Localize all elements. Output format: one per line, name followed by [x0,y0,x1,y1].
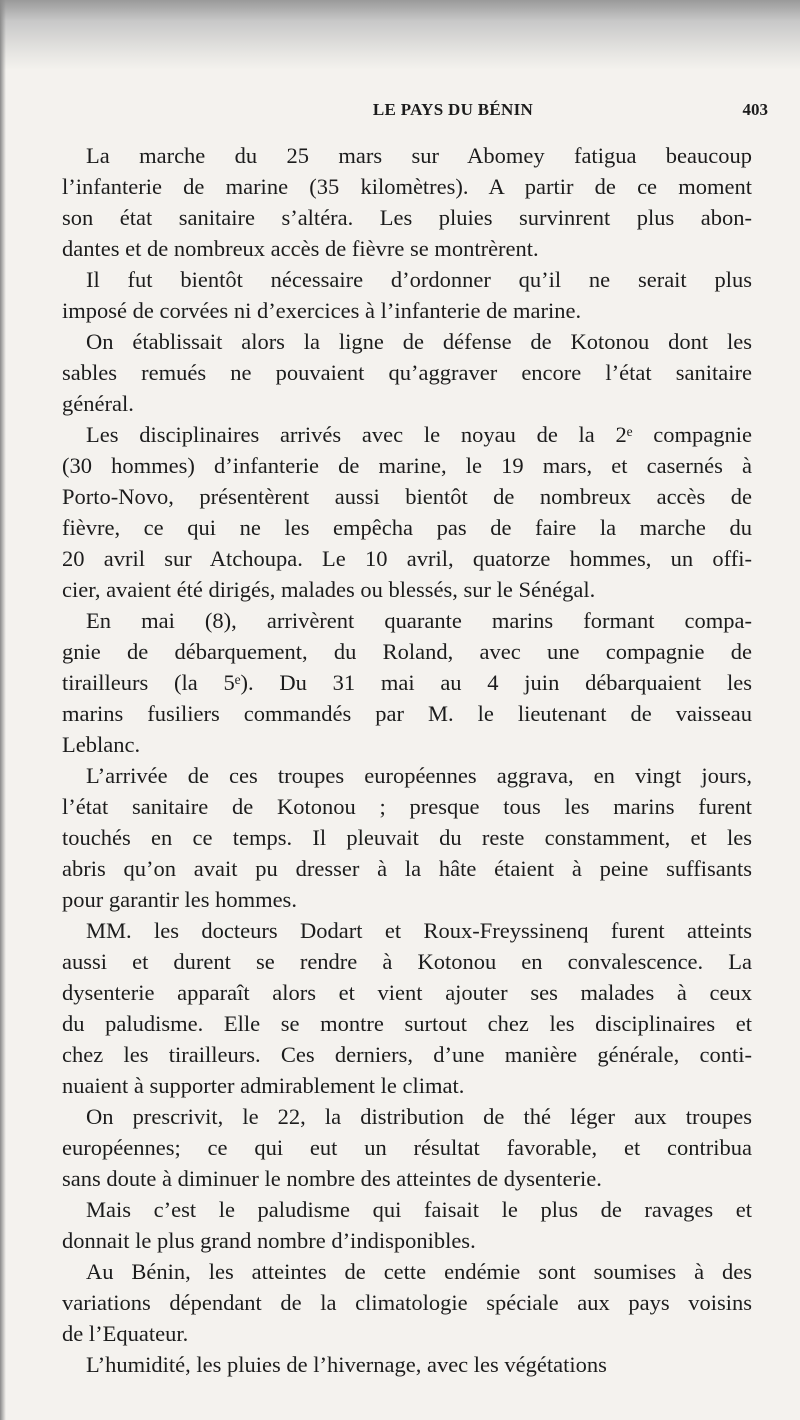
text-line: Mais c’est le paludisme qui faisait le plus de ravages et [86,1197,752,1222]
text-line: dysenterie apparaît alors et vient ajouter ses malades à ceux [62,980,752,1005]
paragraph [62,1256,752,1349]
paragraph [62,1101,752,1194]
page-top-shadow [0,0,800,70]
text-line: gnie de débarquement, du Roland, avec une compagnie de [62,639,752,664]
text-line: (30 hommes) d’infanterie de marine, le 19 mars, et casernés à [62,453,752,478]
text-line: son état sanitaire s’altéra. Les pluies survinrent plus abon- [62,205,752,230]
text-line: On établissait alors la ligne de défense de Kotonou dont les [86,329,752,354]
text-line: donnait le plus grand nombre d’indisponibles. [62,1228,476,1253]
text-line: Au Bénin, les atteintes de cette endémie sont soumises à des [86,1259,752,1284]
paragraph [62,605,752,760]
paragraph [62,1349,752,1380]
text-line: l’infanterie de marine (35 kilomètres). A partir de ce moment [62,174,752,199]
page-left-edge [0,0,6,1420]
text-line: En mai (8), arrivèrent quarante marins formant compa- [86,608,752,633]
text-line: Leblanc. [62,732,141,757]
text-line: de l’Equateur. [62,1321,189,1346]
text-line: tirailleurs (la 5ᵉ). Du 31 mai au 4 juin débarquaient les [62,670,752,695]
text-line: MM. les docteurs Dodart et Roux-Freyssinenq furent atteints [86,918,752,943]
text-line: abris qu’on avait pu dresser à la hâte étaient à peine suffisants [62,856,752,881]
page-number: 403 [742,100,768,119]
text-line: dantes et de nombreux accès de fièvre se montrèrent. [62,236,539,261]
text-line: général. [62,391,134,416]
paragraph [62,915,752,1101]
text-line: l’état sanitaire de Kotonou ; presque tous les marins furent [62,794,752,819]
text-line: On prescrivit, le 22, la distribution de thé léger aux troupes [86,1104,752,1129]
text-line: imposé de corvées ni d’exercices à l’infanterie de marine. [62,298,582,323]
body-text [62,140,752,1380]
running-title: LE PAYS DU BÉNIN [372,100,534,119]
text-line: touchés en ce temps. Il pleuvait du reste constamment, et les [62,825,752,850]
text-line: chez les tirailleurs. Ces derniers, d’une manière générale, conti- [62,1042,752,1067]
text-line: Les disciplinaires arrivés avec le noyau de la 2ᵉ compagnie [86,422,752,447]
text-line: sables remués ne pouvaient qu’aggraver encore l’état sanitaire [62,360,752,385]
text-line: cier, avaient été dirigés, malades ou blessés, sur le Sénégal. [62,577,596,602]
paragraph [62,1194,752,1256]
running-header [62,100,768,130]
text-line: sans doute à diminuer le nombre des atteintes de dysenterie. [62,1166,602,1191]
paragraph [62,760,752,915]
text-line: Porto-Novo, présentèrent aussi bientôt de nombreux accès de [62,484,752,509]
text-line: pour garantir les hommes. [62,887,297,912]
text-line: La marche du 25 mars sur Abomey fatigua beaucoup [86,143,752,168]
text-line: nuaient à supporter admirablement le climat. [62,1073,465,1098]
paragraph [62,326,752,419]
paragraph [62,140,752,264]
text-line: marins fusiliers commandés par M. le lieutenant de vaisseau [62,701,752,726]
paragraph [62,419,752,605]
text-line: européennes; ce qui eut un résultat favorable, et contribua [62,1135,752,1160]
text-line: du paludisme. Elle se montre surtout chez les disciplinaires et [62,1011,752,1036]
text-line: aussi et durent se rendre à Kotonou en convalescence. La [62,949,752,974]
text-line: L’humidité, les pluies de l’hivernage, avec les végétations [86,1352,607,1377]
text-line: variations dépendant de la climatologie spéciale aux pays voisins [62,1290,752,1315]
text-line: Il fut bientôt nécessaire d’ordonner qu’il ne serait plus [86,267,752,292]
paragraph [62,264,752,326]
text-line: fièvre, ce qui ne les empêcha pas de faire la marche du [62,515,752,540]
text-line: L’arrivée de ces troupes européennes aggrava, en vingt jours, [86,763,752,788]
text-line: 20 avril sur Atchoupa. Le 10 avril, quatorze hommes, un offi- [62,546,752,571]
